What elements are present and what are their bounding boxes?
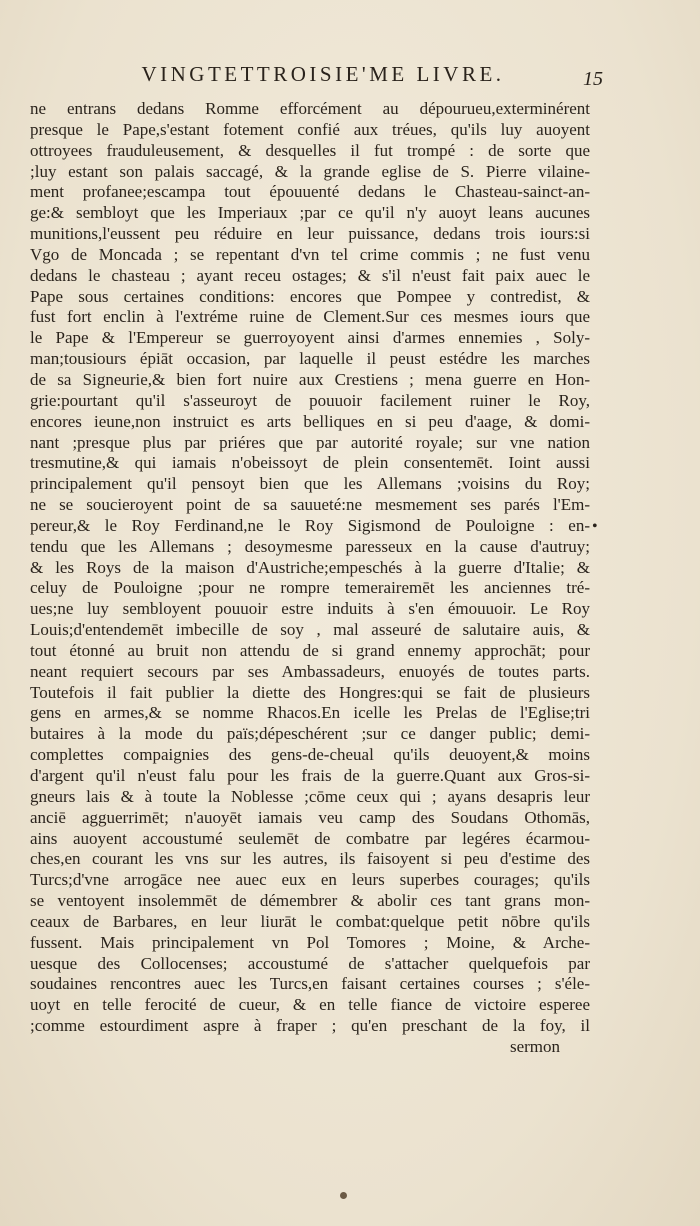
text-line: complettes compaignies des gens-de-cheual qu'ils deuoyent,& moins	[30, 745, 590, 765]
text-line: uoyt en telle ferocité de cueur, & en telle fiance de victoire esperee	[30, 995, 590, 1015]
text-line: ottroyees frauduleusement, & desquelles il fut trompé : de sorte que	[30, 140, 590, 160]
text-line: ;comme estourdiment aspre à fraper ; qu'en preschant de la foy, il	[30, 1016, 590, 1036]
text-line: munitions,l'eussent peu réduire en leur puissance, dedans trois iours:si	[30, 224, 590, 244]
text-line: sermon	[509, 1036, 560, 1056]
text-line: le Pape & l'Empereur se guerroyoyent ainsi d'armes ennemies , Soly-	[30, 328, 590, 348]
text-line: ge:& sembloyt que les Imperiaux ;par ce qu'il n'y auoyt leans aucunes	[30, 203, 590, 223]
text-line: Vgo de Moncada ; se repentant d'vn tel crime commis ; ne fust venu	[30, 244, 590, 264]
text-line: celuy de Pouloigne ;pour ne rompre temerairemēt les anciennes tré-	[30, 578, 590, 598]
text-line: se ventoyent insolemmēt de démembrer & abolir ces tant grans mon-	[30, 891, 590, 911]
text-line: fust fort enclin à l'extréme ruine de Clement.Sur ces mesmes iours que	[30, 307, 590, 327]
text-line: Toutefois il fait publier la diette des Hongres:qui se fait de plusieurs	[30, 682, 590, 702]
text-line: soudaines rencontres auec les Turcs,en faisant certaines courses ; s'éle-	[30, 974, 590, 994]
text-line: ment profanee;escampa tout épouuenté dedans le Chasteau-sainct-an-	[30, 182, 590, 202]
text-line: tresmutine,& qui iamais n'obeissoyt de plein consentemēt. Ioint aussi	[30, 453, 590, 473]
text-line: d'argent qu'il n'eust falu pour les frais de la guerre.Quant aux Gros-si-	[30, 766, 590, 785]
text-line: & les Roys de la maison d'Austriche;empeschés à la guerre d'Italie; &	[30, 557, 590, 577]
page-number: 15	[583, 68, 603, 90]
text-line: nant ;presque plus par priéres que par autorité royale; sur vne nation	[30, 432, 590, 452]
text-line: gens en armes,& se nomme Rhacos.En icelle les Prelas de l'Eglise;tri	[30, 703, 590, 723]
paper-spot	[340, 1192, 347, 1199]
text-line: ues;ne luy sembloyent pouuoir estre induits à s'en émouuoir. Le Roy	[30, 599, 590, 619]
text-line: principalement qu'il pensoyt bien que les Allemans ;voisins du Roy;	[30, 474, 590, 494]
text-line: man;tousiours épiāt occasion, par laquelle il peust estédre les marches	[30, 349, 590, 369]
text-line: dedans le chasteau ; ayant receu ostages; & s'il n'eust fait paix auec le	[30, 265, 590, 285]
text-line: uesque des Collocenses; accoustumé de s'attacher quelquefois par	[30, 953, 590, 973]
text-line: Turcs;d'vne arrogāce nee auec eux en leurs superbes courages; qu'ils	[30, 870, 590, 890]
text-line: fussent. Mais principalement vn Pol Tomores ; Moine, & Arche-	[30, 932, 590, 952]
body-text	[30, 99, 590, 1058]
text-line: ches,en courant les vns sur les autres, ils faisoyent si peu d'estime des	[30, 849, 590, 869]
text-line: ;luy estant son palais saccagé, & la grande eglise de S. Pierre vilaine-	[30, 161, 590, 181]
text-line: ne entrans dedans Romme efforcément au dépourueu,exterminérent	[30, 99, 590, 118]
text-line: gneurs lais & à toute la Noblesse ;cōme ceux qui ; ayans desapris leur	[30, 786, 590, 806]
text-line: pereur,& le Roy Ferdinand,ne le Roy Sigismond de Pouloigne : en-	[30, 515, 590, 535]
text-line: anciē agguerrimēt; n'auoyēt iamais veu camp des Soudans Othomās,	[30, 807, 590, 827]
margin-mark: •	[592, 518, 598, 535]
text-line: Louis;d'entendemēt imbecille de soy , mal asseuré de salutaire auis, &	[30, 620, 590, 640]
text-line: presque le Pape,s'estant fotement confié aux tréues, qu'ils luy auoyent	[30, 119, 590, 139]
text-line: butaires à la mode du païs;dépeschérent ;sur ce danger public; demi-	[30, 724, 590, 744]
text-line: neant requiert secours par ses Ambassadeurs, enuoyés de toutes parts.	[30, 661, 590, 681]
text-line: Pape sous certaines conditions: encores que Pompee y contredist, &	[30, 286, 590, 306]
text-line: encores ieune,non instruict es arts belliques en si peu d'aage, & domi-	[30, 411, 590, 431]
text-line: tout étonné au bruit non attendu de si grand ennemy approchāt; pour	[30, 640, 590, 660]
text-line: ains auoyent accoustumé seulemēt de combatre par legéres écarmou-	[30, 828, 590, 848]
running-title: VINGTETTROISIE'ME LIVRE.	[141, 62, 505, 86]
text-line: tendu que les Allemans ; desoymesme paresseux en la cause d'autruy;	[30, 536, 590, 556]
text-line: ceaux de Barbares, en leur liurāt le combat:quelque petit nōbre qu'ils	[30, 911, 590, 931]
text-line: de sa Signeurie,& bien fort nuire aux Crestiens ; mena guerre en Hon-	[30, 369, 590, 389]
text-line: grie:pourtant qu'il s'asseuroyt de pouuoir facilement ruiner le Roy,	[30, 390, 590, 410]
text-line: ne se soucieroyent point de sa sauueté:ne mesmement ses parés l'Em-	[30, 495, 590, 515]
